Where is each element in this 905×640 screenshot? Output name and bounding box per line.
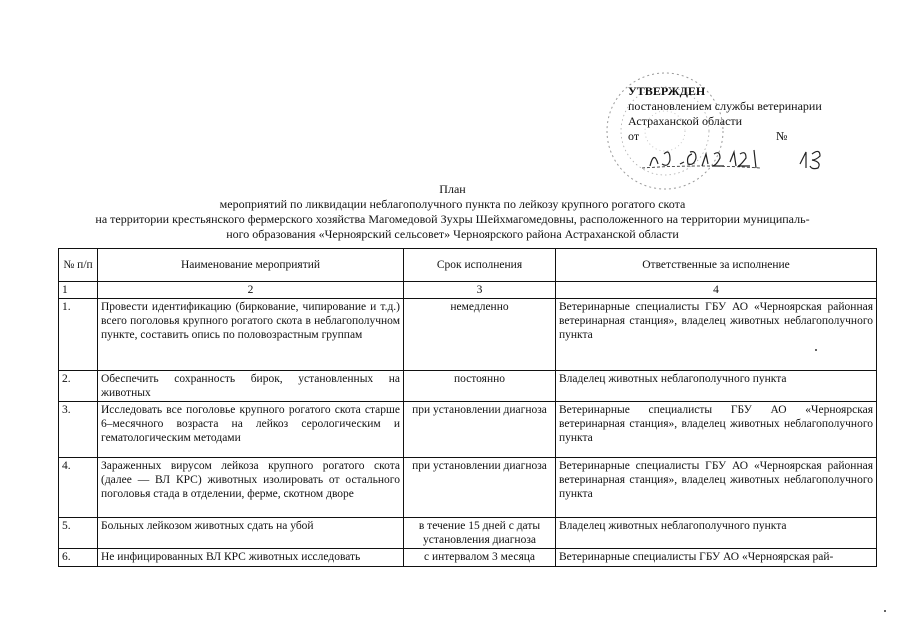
handwritten-date-icon (640, 142, 830, 174)
row-number: 6. (59, 549, 98, 567)
table-row (59, 299, 877, 371)
plan-subtitle: мероприятий по ликвидации неблагополучного пункта по лейкозу крупного рогатого скота (219, 197, 686, 211)
row-action: Зараженных вирусом лейкоза крупного рогатого скота (далее — ВЛ КРС) животных изолировать от остального поголовья стада в отделении, ферме, скотном дворе (98, 458, 404, 518)
row-responsible: Ветеринарные специалисты ГБУ АО «Черноярская районная ветеринарная станция», владелец животных неблагополучного пункта (556, 458, 877, 518)
plan-subtitle-line4: ного образования «Черноярский сельсовет» Черноярского района Астраханской области (226, 227, 679, 241)
col-number-1: 1 (59, 282, 98, 299)
header-action: Наименование мероприятий (98, 249, 404, 282)
row-number: 2. (59, 371, 98, 402)
approval-number-label: № (776, 129, 788, 143)
row-action: Обеспечить сохранность бирок, установленных на животных (98, 371, 404, 402)
row-action: Провести идентификацию (биркование, чипирование и т.д.) всего поголовья крупного рогатого скота в неблагополучном пункте, составить опись по половозрастным группам (98, 299, 404, 371)
table-row (59, 402, 877, 458)
row-responsible: Владелец животных неблагополучного пункта (556, 371, 877, 402)
row-action: Больных лейкозом животных сдать на убой (98, 518, 404, 549)
row-number: 3. (59, 402, 98, 458)
table-row (59, 458, 877, 518)
row-term: при установлении диагноза (404, 402, 556, 458)
row-term: постоянно (404, 371, 556, 402)
approval-region: Астраханской области (628, 114, 743, 128)
scan-speck (815, 349, 817, 351)
row-number: 5. (59, 518, 98, 549)
approval-decree: постановлением службы ветеринарии (628, 99, 822, 113)
row-term: в течение 15 дней с даты установления диагноза (404, 518, 556, 549)
table-row (59, 371, 877, 402)
row-number: 4. (59, 458, 98, 518)
scan-speck (884, 610, 886, 612)
col-number-2: 2 (98, 282, 404, 299)
approval-from-label: от (628, 129, 640, 143)
approval-block (628, 84, 898, 149)
col-number-3: 3 (404, 282, 556, 299)
row-number: 1. (59, 299, 98, 371)
row-action: Исследовать все поголовье крупного рогатого скота старше 6–месячного возраста на лейкоз серологическим и гематологическим методами (98, 402, 404, 458)
row-term: при установлении диагноза (404, 458, 556, 518)
row-term: с интервалом 3 месяца (404, 549, 556, 567)
row-responsible: Ветеринарные специалисты ГБУ АО «Черноярская ветеринарная станция», владелец животных неблагополучного пункта (556, 402, 877, 458)
plan-subtitle-line3: на территории крестьянского фермерского хозяйства Магомедовой Зухры Шейхмагомедовны, расположенного на территории муниципаль- (95, 212, 810, 226)
approval-title: УТВЕРЖДЕН (628, 84, 706, 98)
plan-title: План (439, 182, 466, 196)
table-column-numbers-row (59, 282, 877, 299)
row-responsible: Ветеринарные специалисты ГБУ АО «Черноярская рай- (556, 549, 877, 567)
table-header-row (59, 249, 877, 282)
table-row (59, 518, 877, 549)
col-number-4: 4 (556, 282, 877, 299)
row-term: немедленно (404, 299, 556, 371)
row-action: Не инфицированных ВЛ КРС животных исследовать (98, 549, 404, 567)
measures-table (58, 248, 877, 567)
table-row (59, 549, 877, 567)
row-responsible: Владелец животных неблагополучного пункта (556, 518, 877, 549)
header-responsible: Ответственные за исполнение (556, 249, 877, 282)
header-number: № п/п (59, 249, 98, 282)
header-term: Срок исполнения (404, 249, 556, 282)
row-responsible: Ветеринарные специалисты ГБУ АО «Черноярская районная ветеринарная станция», владелец животных неблагополучного пункта (556, 299, 877, 371)
